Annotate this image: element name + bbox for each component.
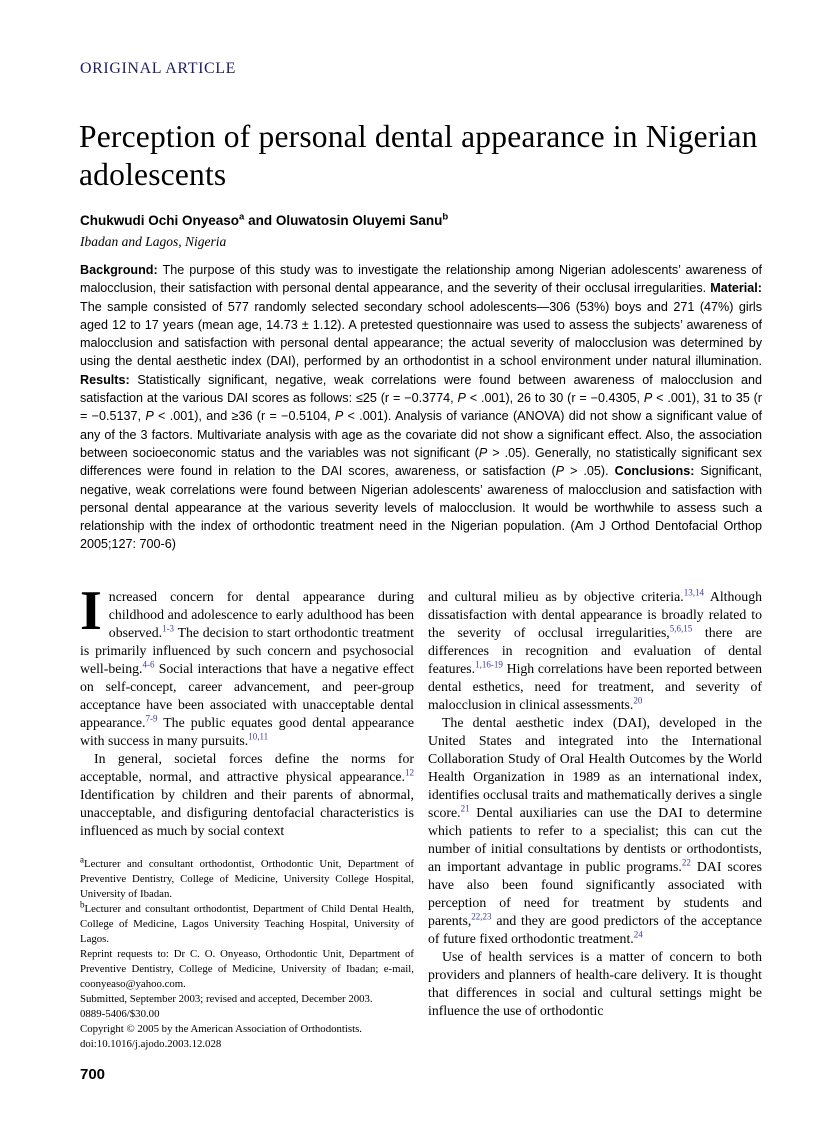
section-label: ORIGINAL ARTICLE <box>80 60 237 77</box>
intro-paragraph <box>80 580 414 750</box>
italic-symbol: P <box>478 445 488 460</box>
bold-label: Material: <box>710 281 762 296</box>
italic-symbol: P <box>334 409 344 424</box>
footnote-affiliation-b: $^b$Lecturer and consultant orthodontist, Department of Child Dental Health, College of Medicine, Lagos University Teaching Hospital, University of Lagos. <box>80 899 414 945</box>
footnote-submission-dates: Submitted, September 2003; revised and accepted, December 2003. <box>80 993 373 1005</box>
italic-symbol: P <box>457 391 466 406</box>
footnotes-block <box>80 854 414 1052</box>
reference-link[interactable]: 20 <box>633 695 643 706</box>
body-paragraph: and cultural milieu as by objective criteria.$^{13,14}$ Although dissatisfaction with dental appearance is broadly related to the severity of occlusal irregularities,$^{5,6,15}$ there are differences in recognition and evaluation of dental features.$^{1,16-19}$ High correlations have been reported between dental esthetics, need for treatment, and severity of malocclusion in clinical assessments.$^{20}$ <box>428 587 763 712</box>
body-paragraph: Use of health services is a matter of concern to both providers and planners of health-care delivery. It is thought that differences in social and cultural settings might be influence the use of orthodontic <box>428 949 762 1018</box>
reference-link[interactable]: 22 <box>681 857 691 868</box>
reference-link[interactable]: 7-9 <box>145 713 158 724</box>
reference-link[interactable]: 10,11 <box>248 731 269 742</box>
body-paragraph: The dental aesthetic index (DAI), developed in the United States and integrated into the International Collaboration Study of Oral Health Outcomes by the World Health Organization in 1989 as an international index, identifies occlusal traits and mathematically derives a single score.$^{21}$ Dental auxiliaries can use the DAI to determine which patients to refer to a specialist; this can cut the number of initial consultations by dentists or orthodontists, an important advantage in public programs.$^{22}$ DAI scores have also been found significantly associated with perception of need for treatment by students and parents,$^{22,23}$ and they are good predictors of the acceptance of future fixed orthodontic treatment.$^{24}$ <box>428 715 762 946</box>
reference-link[interactable]: 1-3 <box>162 623 175 634</box>
right-column <box>428 588 762 1052</box>
drop-cap: I <box>80 580 102 642</box>
reference-link[interactable]: 4-6 <box>142 659 155 670</box>
footnote-doi: doi:10.1016/j.ajodo.2003.12.028 <box>80 1038 222 1050</box>
article-title: Perception of personal dental appearance in Nigerian adolescents <box>79 119 758 192</box>
affiliation-mark: a <box>80 854 84 865</box>
reference-link[interactable]: 24 <box>633 929 643 940</box>
italic-symbol: P <box>643 391 653 406</box>
intro-paragraph-text: ncreased concern for dental appearance during childhood and adolescence to early adulthood has been observed.$^{1-3}$ The decision to start orthodontic treatment is primarily influenced by such concern and psychosocial well-being.$^{4-6}$ Social interactions that have a negative effect on self-concept, career advancement, and peer-group acceptance have been associated with unacceptable dental appearance.$^{7-9}$ The public equates good dental appearance with success in many pursuits.$^{10,11}$ <box>80 589 414 748</box>
left-column <box>80 580 414 1052</box>
footnote-affiliation-a: $^a$Lecturer and consultant orthodontist, Orthodontic Unit, Department of Preventive Dentistry, College of Medicine, University College Hospital, University of Ibadan. <box>80 854 414 900</box>
footnote-copyright: Copyright © 2005 by the American Association of Orthodontists. <box>80 1023 362 1035</box>
bold-label: Background: <box>80 263 158 277</box>
reference-link[interactable]: 21 <box>460 803 470 814</box>
reference-link[interactable]: 13,14 <box>683 587 704 598</box>
authors-line: Chukwudi Ochi Onyeaso$^a$ and Oluwatosin Oluyemi Sanu$^b$ <box>80 211 449 228</box>
reference-link[interactable]: 12 <box>405 767 414 778</box>
affiliation-mark: a <box>239 211 245 223</box>
abstract-paragraph: Background: The purpose of this study was to investigate the relationship among Nigerian adolescents’ awareness of malocclusion, their satisfaction with personal dental appearance, and the severity of their occlusal irregularities. Material: The sample consisted of 577 randomly selected secondary school adolescents—306 (53%) boys and 271 (47%) girls aged 12 to 17 years (mean age, 14.73 ± 1.12). A pretested questionnaire was used to assess the subjects’ awareness of malocclusion and satisfaction with personal dental appearance; the actual severity of malocclusion was determined by using the dental aesthetic index (DAI), performed by an orthodontist in a school environment under natural illumination. Results: Statistically significant, negative, weak correlations were found between awareness of malocclusion and satisfaction at the various DAI scores as follows: ≤25 (r = −0.3774, P < .001), 26 to 30 (r = −0.4305, P < .001), 31 to 35 (r = −0.5137, P < .001), and ≥36 (r = −0.5104, P < .001). Analysis of variance (ANOVA) did not show a significant value of any of the 3 factors. Multivariate analysis with age as the covariate did not show a significant effect. Also, the association between socioeconomic status and the variables was not significant (P > .05). Generally, no statistically significant sex differences were found in relation to the DAI scores, awareness, or satisfaction (P > .05). Conclusions: Significant, negative, weak correlations were found between Nigerian adolescents’ awareness of malocclusion and satisfaction with personal dental appearance at the various severity levels of malocclusion. It would be worthwhile to assess such a relationship with the index of orthodontic treatment need in the Nigerian population. (Am J Orthod Dentofacial Orthop 2005;127: 700-6) <box>80 263 763 552</box>
footnote-reprint-requests: Reprint requests to: Dr C. O. Onyeaso, Orthodontic Unit, Department of Preventive Dentistry, College of Medicine, University of Ibadan; e-mail, coonyeaso@yahoo.com. <box>80 948 414 990</box>
affiliation-mark: b <box>80 899 85 910</box>
reference-link[interactable]: 22,23 <box>471 911 492 922</box>
body-paragraph: In general, societal forces define the norms for acceptable, normal, and attractive physical appearance.$^{12}$ Identification by children and their parents of abnormal, unacceptable, and disfiguring dentofacial characteristics is influenced as much by social context <box>80 751 414 838</box>
bold-label: Results: <box>80 372 130 387</box>
affiliation-mark: b <box>442 211 449 223</box>
bold-label: Conclusions: <box>614 464 695 479</box>
reference-link[interactable]: 1,16-19 <box>475 659 503 670</box>
reference-link[interactable]: 5,6,15 <box>669 623 693 634</box>
italic-symbol: P <box>555 464 565 479</box>
italic-symbol: P <box>145 409 154 424</box>
page-number: 700 <box>80 1066 106 1083</box>
body-columns <box>80 580 763 1052</box>
footnote-issn-price: 0889-5406/$30.00 <box>80 1008 160 1020</box>
affiliation-line: Ibadan and Lagos, Nigeria <box>80 234 227 249</box>
